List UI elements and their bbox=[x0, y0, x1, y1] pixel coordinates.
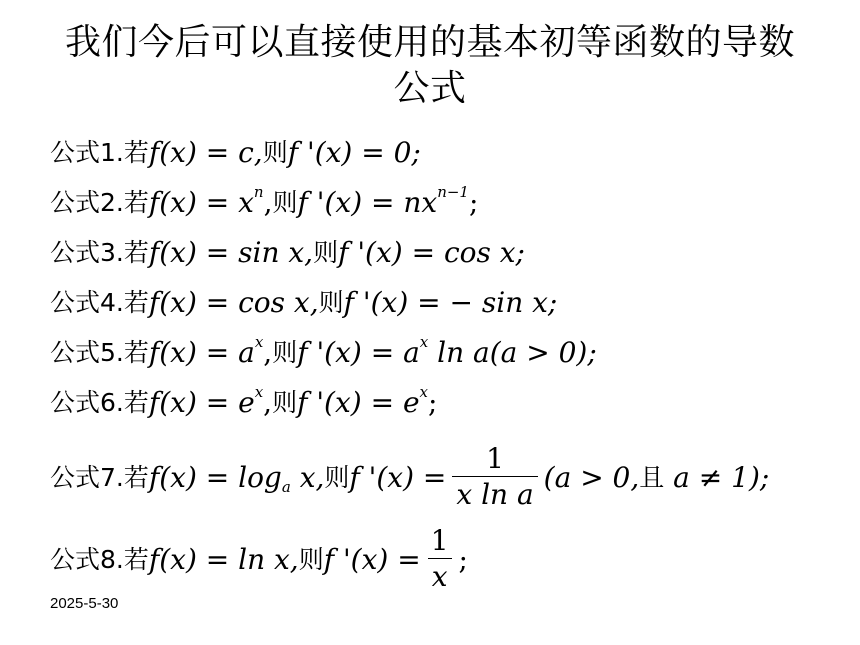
formula-label: 公式4.若 bbox=[50, 288, 149, 317]
formula-label: 公式3.若 bbox=[50, 238, 149, 267]
slide-title bbox=[0, 20, 860, 112]
formula-rhs-tail: ln a(a > 0); bbox=[428, 336, 597, 369]
fraction-numerator: 1 bbox=[430, 524, 449, 557]
condition-and-word: 且 bbox=[639, 462, 665, 492]
formula-rhs: f '(x) = e bbox=[297, 386, 420, 419]
formula-lhs: f(x) = x bbox=[148, 186, 254, 219]
then-word: 则 bbox=[272, 188, 298, 217]
formula-rhs: f '(x) = a bbox=[297, 336, 420, 369]
semicolon: ; bbox=[468, 186, 479, 219]
formula-label: 公式6.若 bbox=[50, 388, 149, 417]
formula-label: 公式1.若 bbox=[50, 138, 149, 167]
exponent: x bbox=[419, 383, 428, 401]
log-base: a bbox=[281, 477, 291, 496]
fraction bbox=[427, 524, 453, 595]
formula-2 bbox=[50, 183, 479, 220]
formula-label: 公式2.若 bbox=[50, 188, 149, 217]
formula-lhs: f(x) = a bbox=[148, 336, 255, 369]
formula-4 bbox=[50, 286, 557, 320]
then-word: 则 bbox=[272, 388, 298, 417]
title-line-2: 公式 bbox=[393, 68, 467, 109]
formula-lhs: f(x) = log bbox=[148, 460, 282, 494]
formula-label: 公式8.若 bbox=[50, 544, 149, 574]
formula-lhs: f(x) = e bbox=[148, 386, 255, 419]
formula-lhs-tail: x, bbox=[290, 460, 325, 494]
formula-rhs: f '(x) = cos x; bbox=[338, 236, 525, 269]
formula-lhs: f(x) = c, bbox=[148, 136, 263, 169]
semicolon: ; bbox=[458, 542, 468, 576]
then-word: 则 bbox=[324, 462, 350, 492]
fraction-numerator: 1 bbox=[486, 442, 504, 475]
formula-6 bbox=[50, 383, 438, 420]
formula-label: 公式5.若 bbox=[50, 338, 149, 367]
formula-rhs: f '(x) = − sin x; bbox=[343, 286, 558, 319]
semicolon: ; bbox=[428, 386, 438, 419]
then-word: 则 bbox=[262, 138, 288, 167]
formula-lhs: f(x) = ln x, bbox=[148, 542, 299, 576]
comma: , bbox=[263, 336, 273, 369]
formula-1 bbox=[50, 136, 421, 170]
exponent: n−1 bbox=[437, 183, 469, 201]
comma: , bbox=[263, 186, 273, 219]
formula-rhs: f '(x) = nx bbox=[297, 186, 438, 219]
formula-label: 公式7.若 bbox=[50, 462, 149, 492]
formula-5 bbox=[50, 333, 597, 370]
then-word: 则 bbox=[298, 544, 324, 574]
exponent: n bbox=[253, 183, 264, 201]
formula-lhs: f(x) = sin x, bbox=[148, 236, 314, 269]
formula-rhs: f '(x) = 0; bbox=[287, 136, 421, 169]
formula-3 bbox=[50, 236, 525, 270]
condition-part-a: (a > 0, bbox=[543, 460, 640, 494]
formula-7 bbox=[50, 442, 769, 513]
formula-8 bbox=[50, 524, 468, 595]
then-word: 则 bbox=[313, 238, 339, 267]
fraction bbox=[452, 442, 537, 513]
exponent: x bbox=[254, 383, 264, 401]
slide-date: 2025-5-30 bbox=[50, 595, 119, 612]
fraction-denominator: x bbox=[428, 558, 452, 595]
then-word: 则 bbox=[272, 338, 298, 367]
formula-lhs: f(x) = cos x, bbox=[148, 286, 319, 319]
title-line-1: 我们今后可以直接使用的基本初等函数的导数 bbox=[64, 22, 795, 63]
exponent: x bbox=[419, 333, 429, 351]
exponent: x bbox=[254, 333, 264, 351]
formula-rhs: f '(x) = bbox=[349, 460, 447, 494]
condition-part-b: a ≠ 1); bbox=[664, 460, 770, 494]
fraction-denominator: x ln a bbox=[452, 476, 537, 513]
formula-rhs: f '(x) = bbox=[323, 542, 421, 576]
then-word: 则 bbox=[318, 288, 344, 317]
comma: , bbox=[263, 386, 273, 419]
